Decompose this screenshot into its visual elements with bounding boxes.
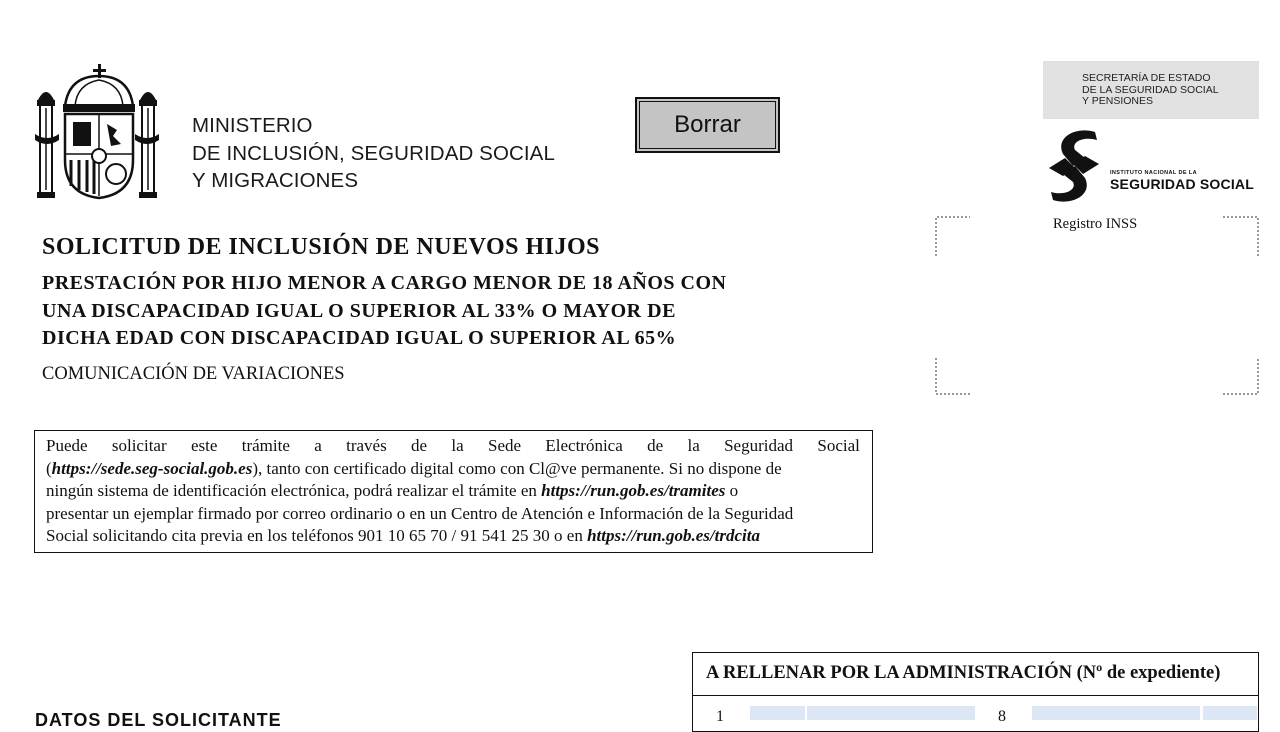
clear-form-button[interactable]: Borrar: [635, 97, 780, 153]
expediente-field-4[interactable]: [1203, 706, 1257, 720]
secretaria-line-3: Y PENSIONES: [1082, 95, 1153, 107]
notice-word: través: [346, 436, 387, 455]
form-subtitle: [42, 270, 726, 353]
notice-line-2: [46, 458, 860, 481]
tramites-link[interactable]: https://run.gob.es/tramites: [541, 481, 726, 500]
ministry-line-3: Y MIGRACIONES: [192, 169, 359, 192]
subtitle-line-2: UNA DISCAPACIDAD IGUAL O SUPERIOR AL 33% O MAYOR DE: [42, 299, 676, 322]
notice-text: Social solicitando cita previa en los teléfonos 901 10 65 70 / 91 541 25 30 o en: [46, 526, 588, 545]
form-title: SOLICITUD DE INCLUSIÓN DE NUEVOS HIJOS: [42, 234, 600, 260]
notice-word: de: [411, 436, 428, 455]
notice-word: Electrónica: [545, 436, 623, 455]
registro-stamp-area: [935, 216, 1260, 398]
subtitle-line-1: PRESTACIÓN POR HIJO MENOR A CARGO MENOR DE 18 AÑOS CON: [42, 272, 727, 294]
notice-text: ), tanto con certificado digital como con Cl@ve permanente. Si no dispone de: [252, 458, 782, 478]
coat-of-arms-logo: [35, 64, 161, 202]
secretaria-text: [1082, 73, 1219, 108]
inss-small-text: INSTITUTO NACIONAL DE LA: [1110, 170, 1198, 176]
applicant-section-heading: DATOS DEL SOLICITANTE: [35, 710, 282, 730]
notice-text: ningún sistema de identificación electrónica, podrá realizar el trámite en: [46, 481, 542, 500]
registro-label: Registro INSS: [1053, 216, 1138, 232]
admin-title: A RELLENAR POR LA ADMINISTRACIÓN (Nº de expediente): [706, 663, 1221, 683]
admin-cell-number: 8: [998, 708, 1006, 725]
notice-word: trámite: [241, 436, 290, 455]
notice-word: Social: [817, 436, 860, 455]
subtitle-line-3: DICHA EDAD CON DISCAPACIDAD IGUAL O SUPERIOR AL 65%: [42, 327, 677, 349]
expediente-field-1[interactable]: [750, 706, 805, 720]
notice-word: Seguridad: [724, 436, 794, 455]
variation-heading: COMUNICACIÓN DE VARIACIONES: [42, 364, 345, 384]
inss-name-text: SEGURIDAD SOCIAL: [1110, 176, 1254, 192]
sede-link[interactable]: https://sede.seg-social.gob.es: [51, 458, 253, 478]
notice-word: solicitar: [111, 436, 167, 455]
inss-logo-icon: [1045, 128, 1103, 204]
cita-link[interactable]: https://run.gob.es/trdcita: [587, 526, 760, 545]
expediente-field-2[interactable]: [807, 706, 975, 720]
ministry-line-2: DE INCLUSIÓN, SEGURIDAD SOCIAL: [192, 141, 555, 165]
electronic-office-notice: [34, 430, 873, 553]
notice-word: este: [190, 436, 218, 455]
admin-cell-number: 1: [716, 708, 724, 725]
ministry-name: [192, 112, 555, 195]
notice-line-3: [46, 480, 860, 503]
notice-text: (: [46, 458, 52, 478]
notice-line-4: presentar un ejemplar firmado por correo ordinario o en un Centro de Atención e Información de la Seguridad: [46, 503, 794, 523]
secretaria-line-1: SECRETARÍA DE ESTADO: [1082, 72, 1211, 84]
admin-divider: [692, 695, 1259, 696]
expediente-field-3[interactable]: [1032, 706, 1200, 720]
notice-word: de: [647, 436, 664, 455]
notice-word: a: [314, 436, 322, 455]
notice-word: la: [687, 436, 700, 455]
ministry-line-1: MINISTERIO: [192, 114, 313, 137]
notice-word: Sede: [488, 436, 522, 455]
secretaria-line-2: DE LA SEGURIDAD SOCIAL: [1082, 83, 1219, 96]
notice-word: Puede: [46, 436, 88, 455]
notice-line-1: [46, 435, 860, 458]
notice-word: la: [451, 436, 464, 455]
notice-text: o: [725, 481, 739, 500]
notice-line-5: [46, 525, 860, 548]
